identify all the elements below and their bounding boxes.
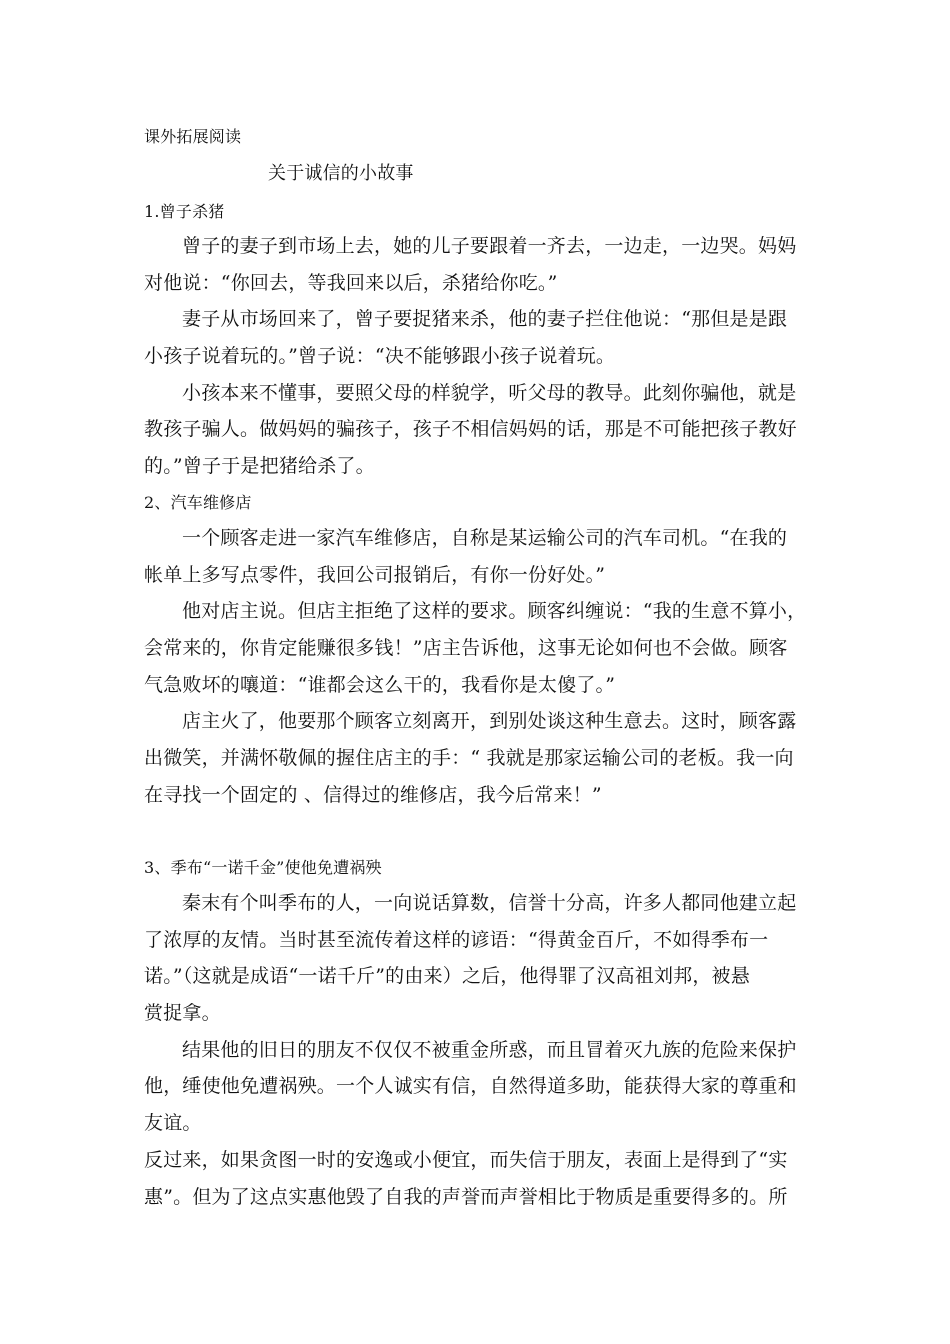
paragraph-line: 的。”曾子于是把猪给杀了。 xyxy=(144,455,375,477)
paragraph-line: 气急败坏的嚷道：“谁都会这么干的，我看你是太傻了。” xyxy=(144,674,616,696)
paragraph-line: 友谊。 xyxy=(144,1112,202,1134)
paragraph-line: 反过来，如果贪图一时的安逸或小便宜，而失信于朋友，表面上是得到了“实 xyxy=(144,1149,788,1171)
paragraph-line: 诺。”（这就是成语“一诺千斤”的由来）之后，他得罪了汉高祖刘邦，被悬 xyxy=(144,965,750,987)
paragraph-line: 了浓厚的友情。当时甚至流传着这样的谚语：“得黄金百斤，不如得季布一 xyxy=(144,929,769,951)
section-heading-3: 3、季布“一诺千金”使他免遭祸殃 xyxy=(144,858,382,877)
paragraph-line: 曾子的妻子到市场上去，她的儿子要跟着一齐去，一边走，一边哭。妈妈 xyxy=(182,235,797,257)
paragraph-line: 妻子从市场回来了，曾子要捉猪来杀，他的妻子拦住他说：“那但是是跟 xyxy=(182,308,788,330)
paragraph-line: 小孩子说着玩的。”曾子说：“决不能够跟小孩子说着玩。 xyxy=(144,345,616,367)
paragraph-line: 他对店主说。但店主拒绝了这样的要求。顾客纠缠说：“我的生意不算小， xyxy=(182,600,807,622)
section-heading-2: 2、汽车维修店 xyxy=(144,493,252,512)
paragraph-line: 教孩子骗人。做妈妈的骗孩子，孩子不相信妈妈的话，那是不可能把孩子教好 xyxy=(144,418,797,440)
section-heading-1: 1.曾子杀猪 xyxy=(144,202,225,221)
paragraph-line: 出微笑，并满怀敬佩的握住店主的手：“ 我就是那家运输公司的老板。我一向 xyxy=(144,747,794,769)
doc-header: 课外拓展阅读 xyxy=(144,127,242,146)
paragraph-line: 小孩本来不懂事，要照父母的样貌学，听父母的教导。此刻你骗他，就是 xyxy=(182,382,797,404)
paragraph-line: 赏捉拿。 xyxy=(144,1002,221,1024)
paragraph-line: 他，缍使他免遭祸殃。一个人诚实有信，自然得道多助，能获得大家的尊重和 xyxy=(144,1075,797,1097)
doc-title: 关于诚信的小故事 xyxy=(268,163,414,184)
paragraph-line: 帐单上多写点零件，我回公司报销后，有你一份好处。” xyxy=(144,564,606,586)
paragraph-line: 结果他的旧日的朋友不仅仅不被重金所惑，而且冒着灭九族的危险来保护 xyxy=(182,1039,797,1061)
paragraph-line: 一个顾客走进一家汽车维修店，自称是某运输公司的汽车司机。“在我的 xyxy=(182,527,788,549)
paragraph-line: 秦末有个叫季布的人，一向说话算数，信誉十分高，许多人都同他建立起 xyxy=(182,892,797,914)
paragraph-line: 对他说：“你回去，等我回来以后，杀猪给你吃。” xyxy=(144,272,558,294)
paragraph-line: 店主火了，他要那个顾客立刻离开，到别处谈这种生意去。这时，顾客露 xyxy=(182,710,797,732)
paragraph-line: 惠”。但为了这点实惠他毁了自我的声誉而声誉相比于物质是重要得多的。所 xyxy=(144,1186,788,1208)
paragraph-line: 在寻找一个固定的 、信得过的维修店，我今后常来！” xyxy=(144,784,602,806)
paragraph-line: 会常来的，你肯定能赚很多钱！”店主告诉他，这事无论如何也不会做。顾客 xyxy=(144,637,788,659)
